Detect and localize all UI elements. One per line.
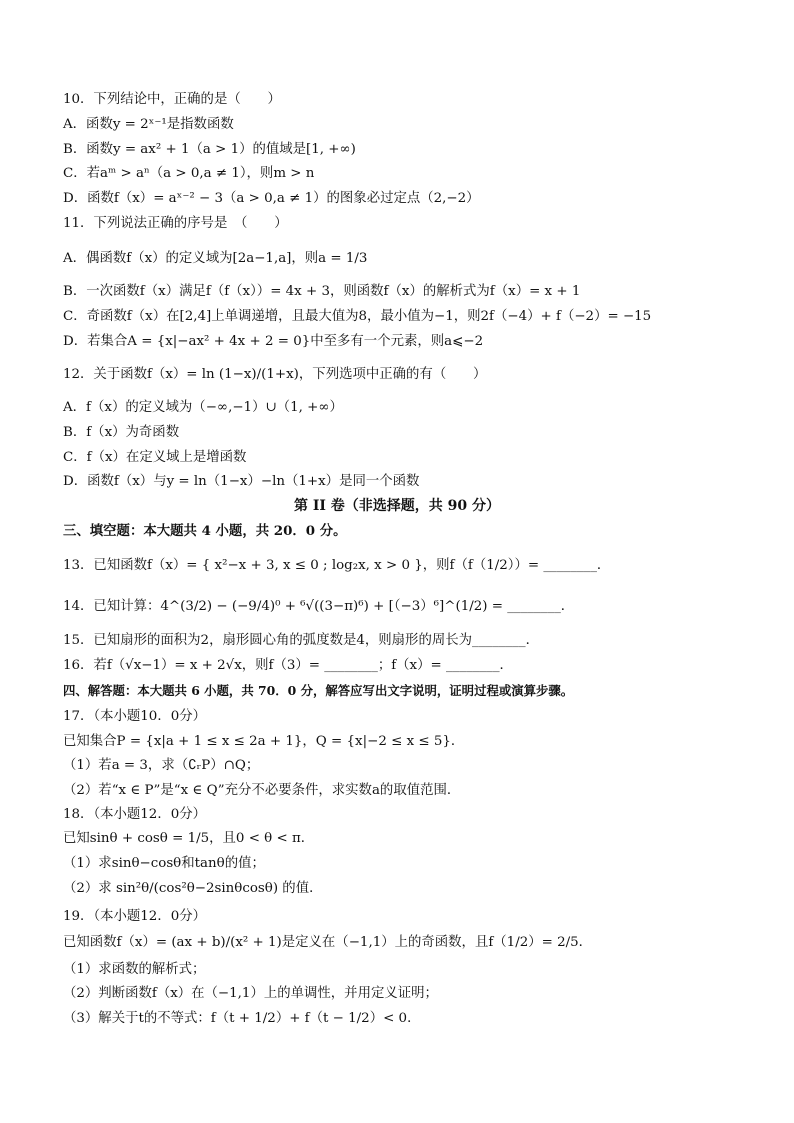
q17-stem: 已知集合P = {x|a + 1 ≤ x ≤ 2a + 1}，Q = {x|−2 ≤ x ≤ 5}．	[63, 734, 465, 749]
q17-header: 17．（本小题10．0分）	[63, 709, 207, 724]
q12-stem: 12．关于函数f（x）= ln (1−x)/(1+x)，下列选项中正确的有（ ）	[63, 367, 487, 382]
fill-in-section-heading: 三、填空题：本大题共 4 小题，共 20．0 分。	[63, 523, 347, 539]
q13: 13．已知函数f（x）= { x²−x + 3, x ≤ 0 ; log₂x, x > 0 }，则f（f（1/2））= ________．	[63, 558, 611, 573]
q17-part-1: （1）若a = 3，求（∁ᵣP）∩Q；	[63, 758, 260, 773]
q19-part-2: （2）判断函数f（x）在（−1,1）上的单调性，并用定义证明；	[63, 986, 438, 1001]
q18-part-1: （1）求sinθ−cosθ和tanθ的值；	[63, 856, 265, 871]
q12-option-b: B．f（x）为奇函数	[63, 425, 180, 440]
q18-header: 18．（本小题12．0分）	[63, 807, 207, 822]
q11-option-d: D．若集合A = {x|−ax² + 4x + 2 = 0}中至多有一个元素，则a⩽−2	[63, 334, 484, 349]
q19-part-3: （3）解关于t的不等式：f（t + 1/2）+ f（t − 1/2）< 0．	[63, 1011, 421, 1026]
q10-option-b: B．函数y = ax² + 1（a > 1）的值域是[1, +∞)	[63, 142, 356, 157]
q11-option-b: B．一次函数f（x）满足f（f（x））= 4x + 3，则函数f（x）的解析式为f（x）= x + 1	[63, 284, 581, 299]
q10-option-a: A．函数y = 2ˣ⁻¹是指数函数	[63, 117, 234, 132]
q10-stem: 10．下列结论中，正确的是（ ）	[63, 92, 281, 107]
q19-header: 19．（本小题12．0分）	[63, 909, 207, 924]
q11-stem: 11．下列说法正确的序号是 （ ）	[63, 216, 288, 231]
q12-option-a: A．f（x）的定义域为（−∞,−1）∪（1, +∞）	[63, 400, 343, 415]
q11-option-a: A．偶函数f（x）的定义域为[2a−1,a]，则a = 1/3	[63, 251, 368, 266]
q10-option-c: C．若aᵐ > aⁿ（a > 0,a ≠ 1），则m > n	[63, 166, 315, 181]
q18-stem: 已知sinθ + cosθ = 1/5，且0 < θ < π．	[63, 831, 315, 846]
q11-option-c: C．奇函数f（x）在[2,4]上单调递增，且最大值为8，最小值为−1，则2f（−4）+ f（−2）= −15	[63, 309, 652, 324]
q18-part-2: （2）求 sin²θ/(cos²θ−2sinθcosθ) 的值．	[63, 881, 323, 896]
q15: 15．已知扇形的面积为2，扇形圆心角的弧度数是4，则扇形的周长为________．	[63, 633, 539, 648]
q14: 14．已知计算：4^(3/2) − (−9/4)⁰ + ⁶√((3−π)⁶) + [（−3）⁶]^(1/2) = ________．	[63, 599, 575, 614]
q16: 16．若f（√x−1）= x + 2√x，则f（3）= ________；f（x）= ________．	[63, 658, 513, 673]
q19-part-1: （1）求函数的解析式；	[63, 962, 206, 977]
answer-section-heading: 四、解答题：本大题共 6 小题，共 70．0 分，解答应写出文字说明，证明过程或演算步骤。	[63, 683, 574, 698]
part-two-title: 第 II 卷（非选择题，共 90 分）	[293, 498, 501, 514]
q10-option-d: D．函数f（x）= aˣ⁻² − 3（a > 0,a ≠ 1）的图象必过定点（2,−2）	[63, 191, 480, 206]
q19-stem: 已知函数f（x）= (ax + b)/(x² + 1)是定义在（−1,1）上的奇函数，且f（1/2）= 2/5．	[63, 935, 593, 950]
q17-part-2: （2）若“x ∈ P”是“x ∈ Q”充分不必要条件，求实数a的取值范围．	[63, 783, 461, 798]
q12-option-c: C．f（x）在定义域上是增函数	[63, 450, 247, 465]
q12-option-d: D．函数f（x）与y = ln（1−x）−ln（1+x）是同一个函数	[63, 474, 420, 489]
